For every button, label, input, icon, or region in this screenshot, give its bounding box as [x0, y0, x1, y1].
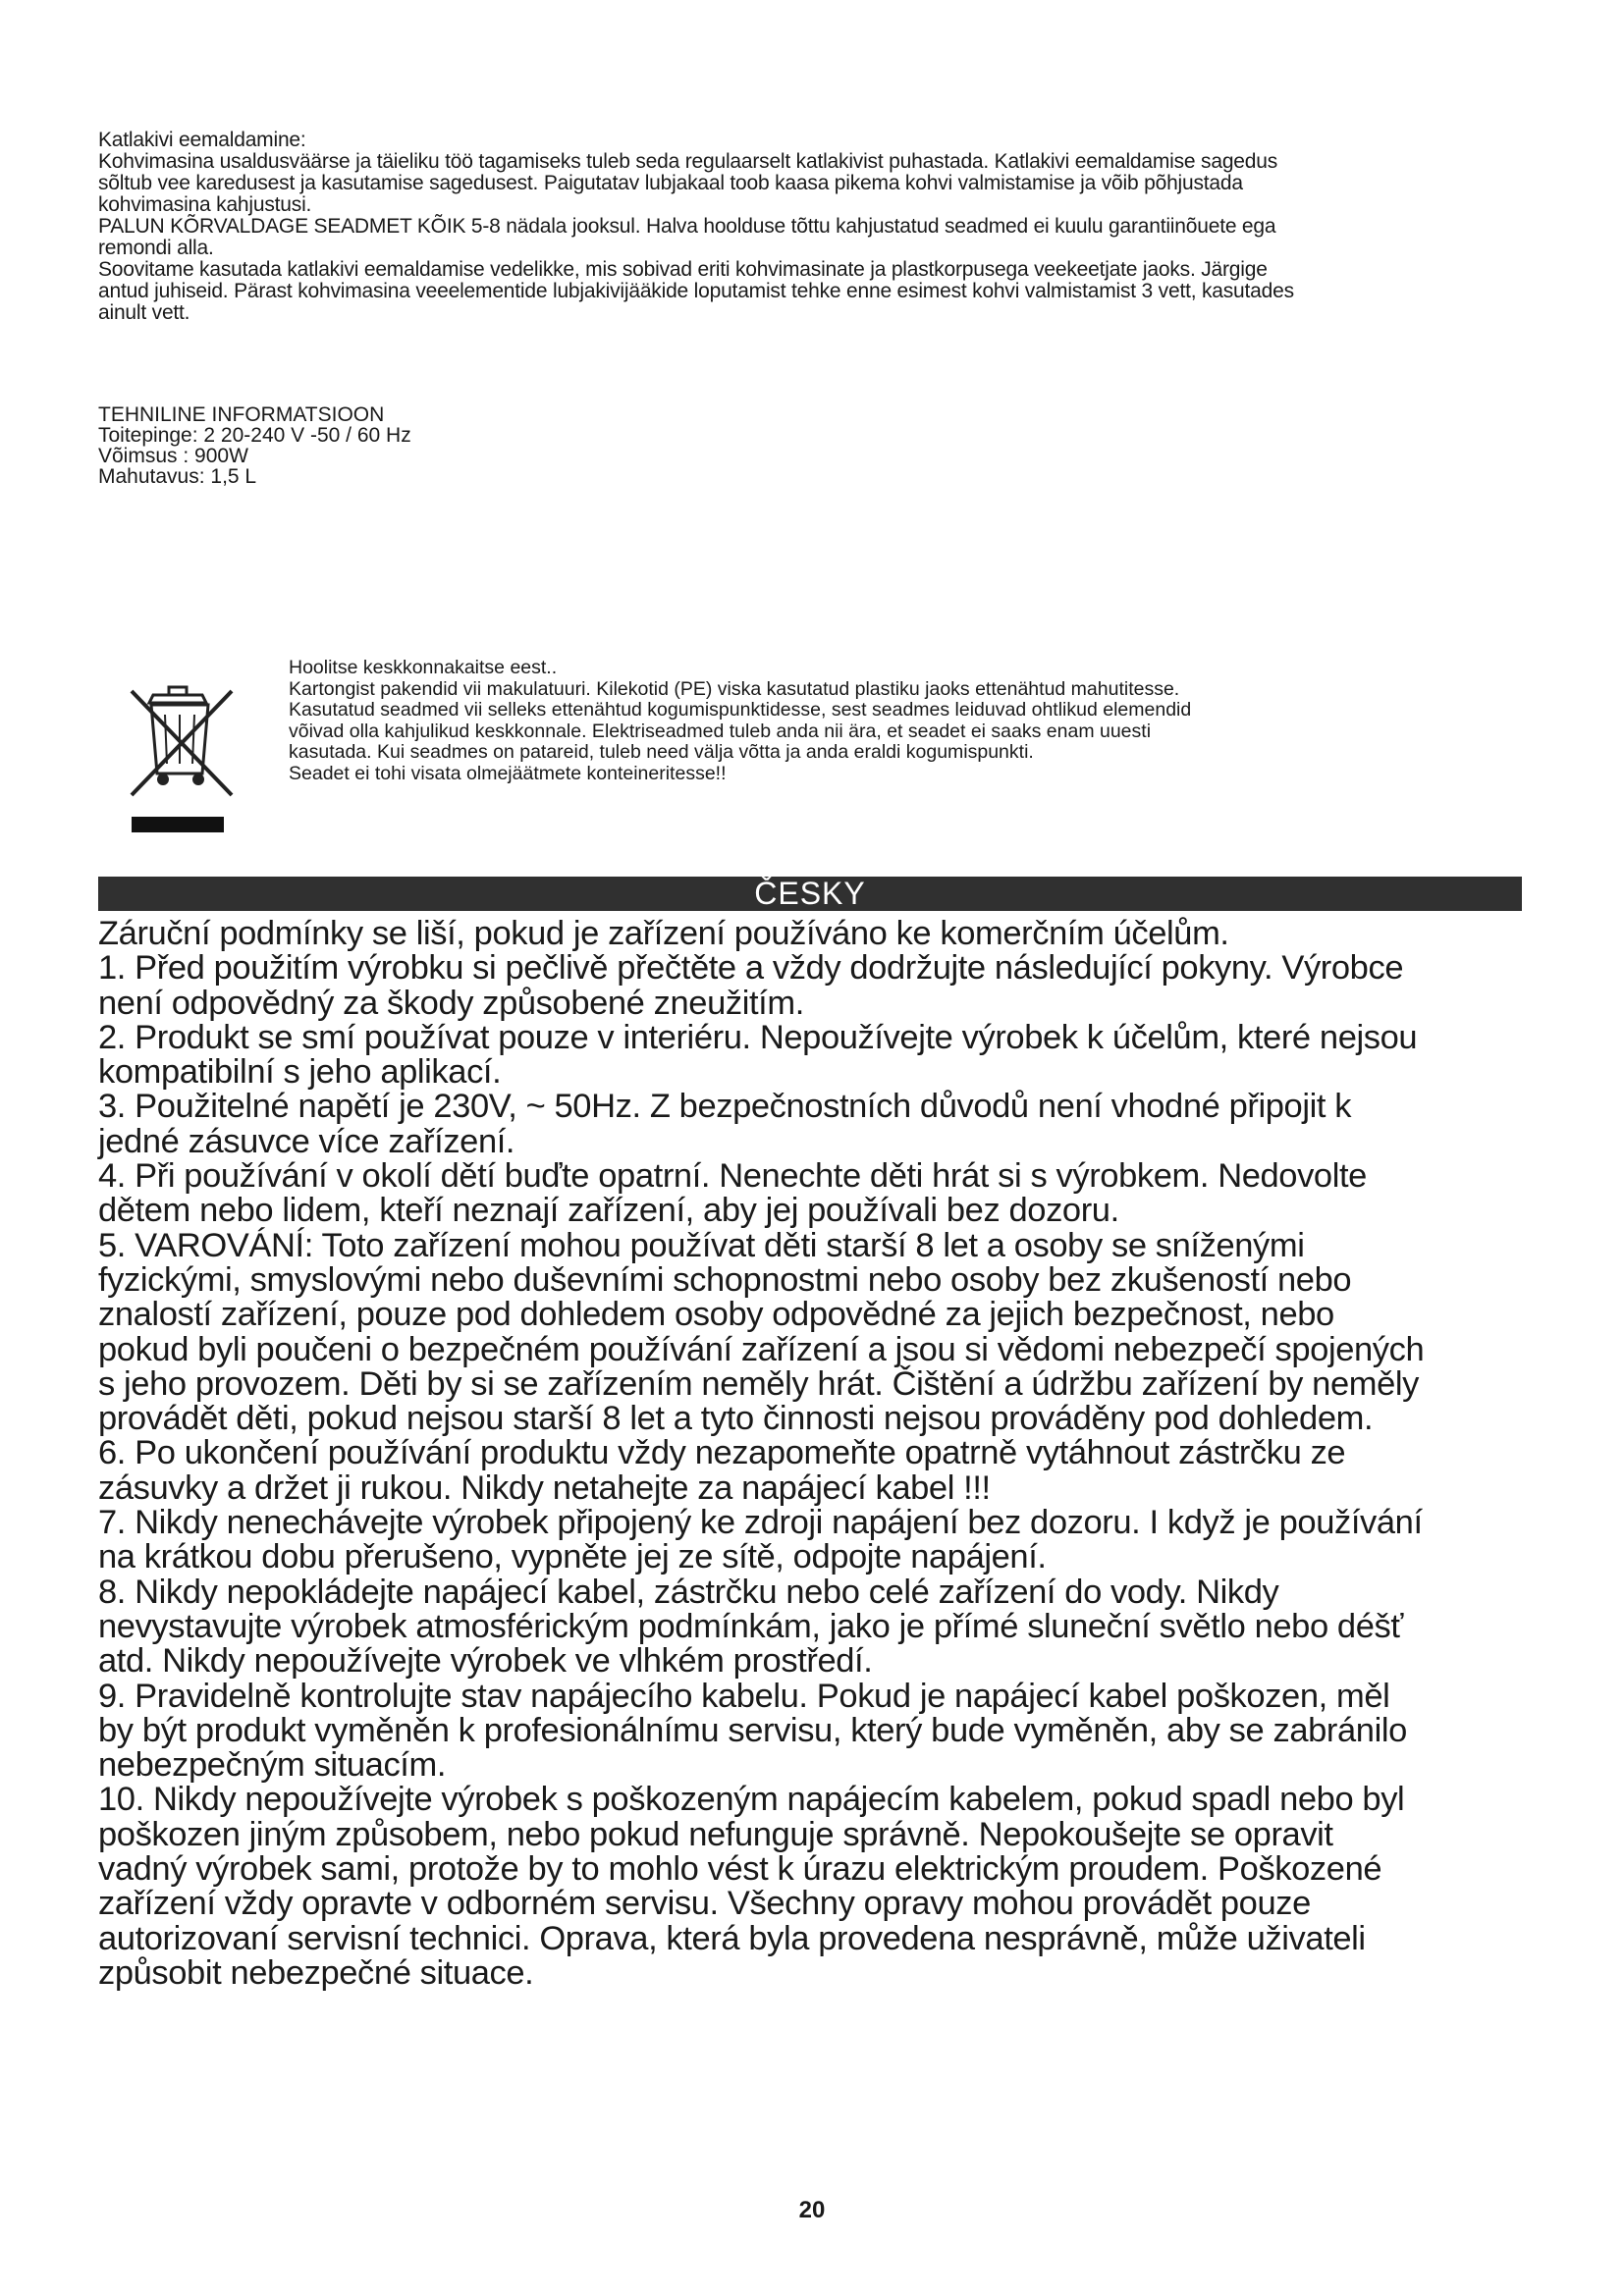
czech-line: nebezpečným situacím. — [98, 1746, 447, 1785]
czech-line: provádět děti, pokud nejsou starší 8 let a tyto činnosti nejsou prováděny pod dohledem. — [98, 1400, 1374, 1438]
descaling-line: ainult vett. — [98, 301, 190, 324]
czech-line: pokud byli poučeni o bezpečném používání zařízení a jsou si vědomi nebezpečí spojených — [98, 1330, 1425, 1368]
technical-line: Võimsus : 900W — [98, 445, 248, 467]
technical-heading: TEHNILINE INFORMATSIOON — [98, 403, 385, 426]
descaling-section — [98, 130, 1522, 324]
czech-line: není odpovědný za škody způsobené zneužitím. — [98, 984, 804, 1022]
descaling-line: kohvimasina kahjustusi. — [98, 193, 312, 216]
czech-line: vadný výrobek sami, protože by to mohlo vést k úrazu elektrickým proudem. Poškozené — [98, 1850, 1382, 1889]
descaling-heading: Katlakivi eemaldamine: — [98, 129, 306, 151]
czech-line: fyzickými, smyslovými nebo duševními schopnostmi nebo osoby bez zkušeností nebo — [98, 1260, 1352, 1299]
descaling-line: remondi alla. — [98, 237, 214, 259]
recycling-line: võivad olla kahjulikud keskkonnale. Elektriseadmed tuleb anda nii ära, et seadet ei saaks enam uuesti — [289, 720, 1152, 742]
technical-info-section — [98, 404, 1522, 487]
czech-line: dětem nebo lidem, kteří neznají zařízení, aby jej používali bez dozoru. — [98, 1192, 1119, 1230]
czech-line: 4. Při používání v okolí dětí buďte opatrní. Nenechte děti hrát si s výrobkem. Nedovolte — [98, 1157, 1367, 1196]
czech-instructions — [98, 917, 1532, 1991]
descaling-line: sõltub vee karedusest ja kasutamise sagedusest. Paigutatav lubjakaal toob kaasa pikema kohvi valmistamise ja võib põhjustada — [98, 172, 1243, 194]
czech-line: jedné zásuvce více zařízení. — [98, 1122, 515, 1160]
recycling-line: Kasutatud seadmed vii selleks ettenähtud kogumispunktidesse, sest seadmes leiduvad ohtlikud elemendid — [289, 699, 1192, 721]
czech-line: Záruční podmínky se liší, pokud je zařízení používáno ke komerčním účelům. — [98, 915, 1229, 952]
czech-line: s jeho provozem. Děti by si se zařízením neměly hrát. Čištění a údržbu zařízení by neměly — [98, 1364, 1419, 1403]
czech-line: 7. Nikdy nenechávejte výrobek připojený ke zdroji napájení bez dozoru. I když je používání — [98, 1504, 1423, 1542]
czech-line: 1. Před použitím výrobku si pečlivě přečtěte a vždy dodržujte následující pokyny. Výrobce — [98, 949, 1404, 988]
recycling-symbol — [118, 658, 245, 849]
czech-line: 10. Nikdy nepoužívejte výrobek s poškozeným napájecím kabelem, pokud spadl nebo byl — [98, 1781, 1405, 1819]
recycling-line: Seadet ei tohi visata olmejäätmete konteineritesse!! — [289, 762, 727, 784]
technical-line: Toitepinge: 2 20-240 V -50 / 60 Hz — [98, 424, 411, 447]
czech-line: způsobit nebezpečné situace. — [98, 1953, 534, 1992]
czech-line: atd. Nikdy nepoužívejte výrobek ve vlhkém prostředí. — [98, 1642, 873, 1681]
section-title: ČESKY — [754, 876, 866, 911]
crossed-out-wheelie-bin-icon — [118, 658, 245, 844]
recycling-line: Hoolitse keskkonnakaitse eest.. — [289, 657, 558, 678]
czech-line: na krátkou dobu přerušeno, vypněte jej ze sítě, odpojte napájení. — [98, 1538, 1047, 1576]
czech-line: 2. Produkt se smí používat pouze v interiéru. Nepoužívejte výrobek k účelům, které nejsou — [98, 1018, 1418, 1056]
czech-line: 9. Pravidelně kontrolujte stav napájecího kabelu. Pokud je napájecí kabel poškozen, měl — [98, 1677, 1390, 1715]
czech-line: by být produkt vyměněn k profesionálnímu servisu, který bude vyměněn, aby se zabránilo — [98, 1711, 1407, 1749]
czech-line: zásuvky a držet ji rukou. Nikdy netahejte za napájecí kabel !!! — [98, 1468, 991, 1507]
czech-line: autorizovaní servisní technici. Oprava, která byla provedena nesprávně, může uživateli — [98, 1919, 1366, 1957]
czech-line: 5. VAROVÁNÍ: Toto zařízení mohou používat děti starší 8 let a osoby se sníženými — [98, 1226, 1305, 1264]
czech-line: kompatibilní s jeho aplikací. — [98, 1053, 502, 1092]
czech-line: 8. Nikdy nepokládejte napájecí kabel, zástrčku nebo celé zařízení do vody. Nikdy — [98, 1573, 1279, 1611]
czech-line: poškozen jiným způsobem, nebo pokud nefunguje správně. Nepokoušejte se opravit — [98, 1815, 1333, 1853]
descaling-line: PALUN KÕRVALDAGE SEADMET KÕIK 5-8 nädala jooksul. Halva hoolduse tõttu kahjustatud seadmed ei kuulu garantiinõuete ega — [98, 215, 1276, 238]
technical-line: Mahutavus: 1,5 L — [98, 465, 257, 488]
descaling-line: antud juhiseid. Pärast kohvimasina veeelementide lubjakivijääkide loputamist tehke enne esimest kohvi valmistamist 3 vett, kasutades — [98, 280, 1294, 302]
section-title-bar — [98, 877, 1522, 911]
czech-line: znalostí zařízení, pouze pod dohledem osoby odpovědné za jejich bezpečnost, nebo — [98, 1296, 1334, 1334]
page-number: 20 — [798, 2197, 826, 2223]
czech-line: 6. Po ukončení používání produktu vždy nezapomeňte opatrně vytáhnout zástrčku ze — [98, 1434, 1346, 1472]
czech-line: nevystavujte výrobek atmosférickým podmínkám, jako je přímé sluneční světlo nebo déšť — [98, 1607, 1403, 1645]
recycling-line: Kartongist pakendid vii makulatuuri. Kilekotid (PE) viska kasutatud plastiku jaoks ettenähtud mahutitesse. — [289, 677, 1180, 700]
czech-line: zařízení vždy opravte v odborném servisu. Všechny opravy mohou provádět pouze — [98, 1885, 1311, 1923]
czech-line: 3. Použitelné napětí je 230V, ~ 50Hz. Z bezpečnostních důvodů není vhodné připojit k — [98, 1088, 1352, 1126]
recycling-line: kasutada. Kui seadmes on patareid, tuleb need välja võtta ja anda eraldi kogumispunkti. — [289, 741, 1034, 763]
recycling-text — [289, 658, 1506, 784]
descaling-line: Soovitame kasutada katlakivi eemaldamise vedelikke, mis sobivad eriti kohvimasinate ja plastkorpusega veekeetjate jaoks. Järgige — [98, 258, 1268, 281]
descaling-line: Kohvimasina usaldusväärse ja täieliku töö tagamiseks tuleb seda regulaarselt katlakivist puhastada. Katlakivi eemaldamise sagedus — [98, 150, 1278, 173]
